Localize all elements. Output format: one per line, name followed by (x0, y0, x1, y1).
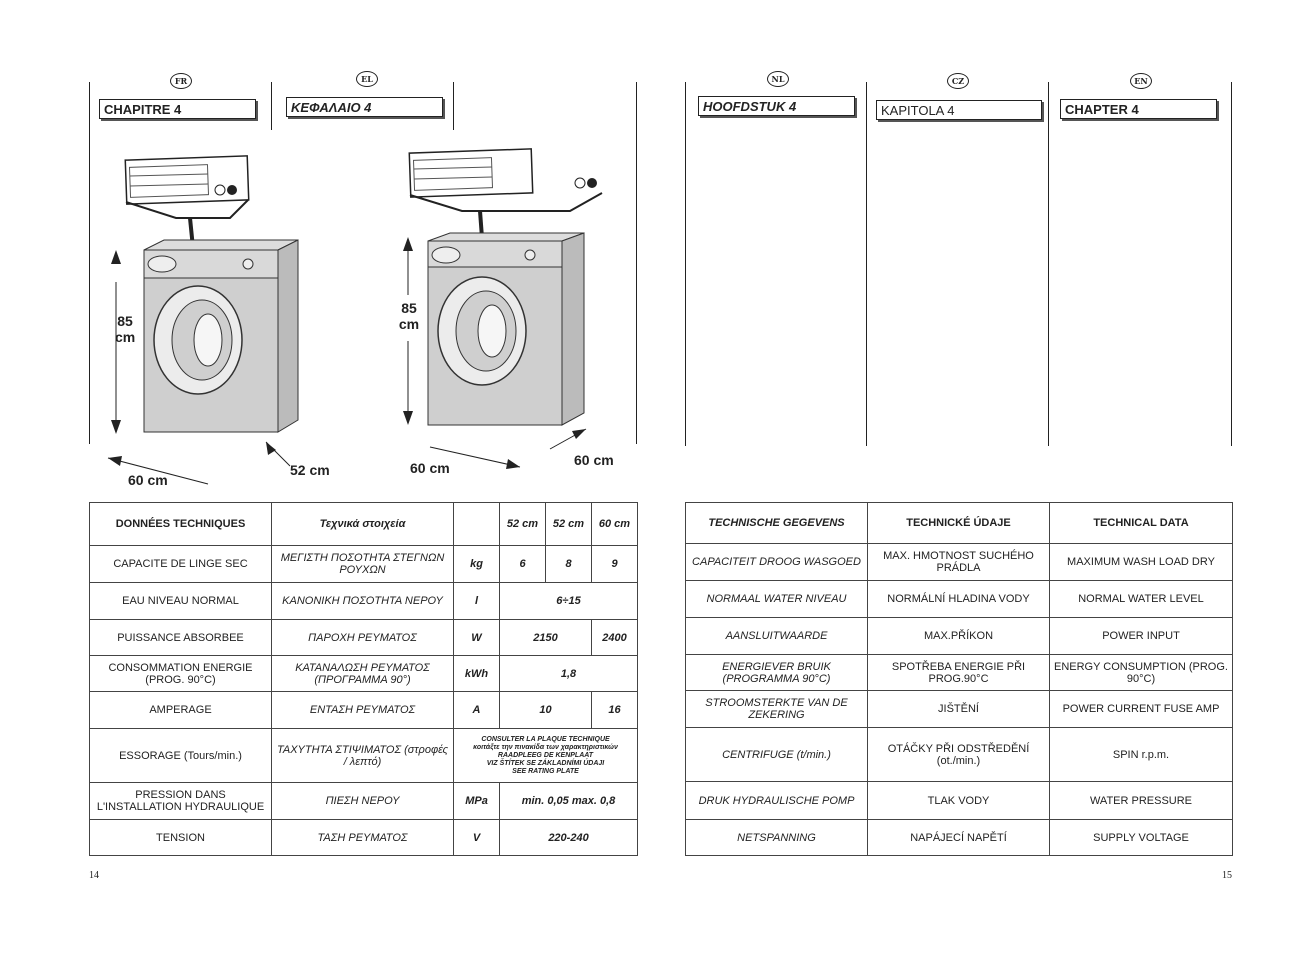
cell-el: ΚΑΤΑΝΑΛΩΣΗ ΡΕΥΜΑΤΟΣ (ΠΡΟΓΡΑΜΜΑ 90°) (272, 656, 454, 692)
column-rule (453, 82, 454, 130)
cell-unit: A (454, 692, 500, 729)
height-value: 85 (401, 300, 417, 316)
cell-nl: CAPACITEIT DROOG WASGOED (686, 544, 868, 581)
cell-nl: ENERGIEVER BRUIK (PROGRAMMA 90°C) (686, 655, 868, 691)
column-rule (1048, 82, 1049, 446)
height-unit: cm (115, 329, 136, 345)
header-52cm: 52 cm (500, 503, 546, 546)
page-number-left: 14 (89, 870, 99, 881)
cell-el: ΕΝΤΑΣΗ ΡΕΥΜΑΤΟΣ (272, 692, 454, 729)
cell-fr: EAU NIVEAU NORMAL (90, 583, 272, 620)
cell-value: 1,8 (500, 656, 638, 692)
cell-fr: CAPACITE DE LINGE SEC (90, 546, 272, 583)
chapter-title-nl: HOOFDSTUK 4 (698, 96, 855, 116)
cell-fr: TENSION (90, 820, 272, 856)
cell-nl: AANSLUITWAARDE (686, 618, 868, 655)
height-label-2 (397, 300, 421, 332)
cell-nl: DRUK HYDRAULISCHE POMP (686, 782, 868, 820)
cell-value: 16 (592, 692, 638, 729)
cell-cz: TLAK VODY (868, 782, 1050, 820)
column-rule (636, 82, 637, 444)
cell-unit: kWh (454, 656, 500, 692)
cell-unit: MPa (454, 783, 500, 820)
cell-en: NORMAL WATER LEVEL (1050, 581, 1233, 618)
cell-el: ΤΑΧΥΤΗΤΑ ΣΤΙΨΙΜΑΤΟΣ (στροφές / λεπτό) (272, 729, 454, 783)
cell-cz: NORMÁLNÍ HLADINA VODY (868, 581, 1050, 618)
cell-value: min. 0,05 max. 0,8 (500, 783, 638, 820)
cell-el: ΜΕΓΙΣΤΗ ΠΟΣΟΤΗΤΑ ΣΤΕΓΝΩΝ ΡΟΥΧΩΝ (272, 546, 454, 583)
cell-fr: ESSORAGE (Tours/min.) (90, 729, 272, 783)
height-label-1 (115, 313, 135, 345)
width-label-1: 60 cm (128, 472, 168, 488)
cell-en: POWER INPUT (1050, 618, 1233, 655)
page-number-right: 15 (1222, 870, 1232, 881)
cell-value: 220-240 (500, 820, 638, 856)
cell-unit: kg (454, 546, 500, 583)
note-line: VIZ ŠTÍTEK SE ZÁKLADNÍMI ÚDAJI (486, 759, 605, 767)
cell-value: 2400 (592, 620, 638, 656)
language-badge-fr: FR (170, 73, 192, 89)
column-rule (271, 82, 272, 130)
chapter-title-el: ΚΕΦΑΛΑΙΟ 4 (286, 97, 443, 117)
header-60cm: 60 cm (592, 503, 638, 546)
chapter-title-en: CHAPTER 4 (1060, 99, 1217, 119)
cell-el: ΚΑΝΟΝΙΚΗ ΠΟΣΟΤΗΤΑ ΝΕΡΟΥ (272, 583, 454, 620)
cell-cz: JIŠTĚNÍ (868, 691, 1050, 728)
technical-data-table-right (685, 502, 1233, 856)
language-badge-el: EL (356, 71, 378, 87)
cell-nl: NETSPANNING (686, 820, 868, 856)
header-unit (454, 503, 500, 546)
note-line: RAADPLEEG DE KENPLAAT (497, 751, 594, 759)
header-nl: TECHNISCHE GEGEVENS (686, 503, 868, 544)
rating-plate-note (454, 729, 638, 783)
cell-el: ΠΙΕΣΗ ΝΕΡΟΥ (272, 783, 454, 820)
chapter-title-cz: KAPITOLA 4 (876, 100, 1042, 120)
height-value: 85 (117, 313, 133, 329)
note-line: κοιτάξτε την πινακίδα των χαρακτηριστικών (473, 743, 618, 751)
cell-unit: l (454, 583, 500, 620)
cell-fr: PUISSANCE ABSORBEE (90, 620, 272, 656)
cell-nl: NORMAAL WATER NIVEAU (686, 581, 868, 618)
note-line: CONSULTER LA PLAQUE TECHNIQUE (481, 735, 610, 743)
column-rule (685, 82, 686, 446)
cell-cz: SPOTŘEBA ENERGIE PŘI PROG.90°C (868, 655, 1050, 691)
cell-nl: CENTRIFUGE (t/min.) (686, 728, 868, 782)
header-cz: TECHNICKÉ ÚDAJE (868, 503, 1050, 544)
cell-unit: W (454, 620, 500, 656)
cell-cz: OTÁČKY PŘI ODSTŘEDĚNÍ (ot./min.) (868, 728, 1050, 782)
cell-cz: NAPÁJECÍ NAPĚTÍ (868, 820, 1050, 856)
cell-el: ΤΑΣΗ ΡΕΥΜΑΤΟΣ (272, 820, 454, 856)
cell-en: SPIN r.p.m. (1050, 728, 1233, 782)
cell-value: 6÷15 (500, 583, 638, 620)
header-fr: DONNÉES TECHNIQUES (90, 503, 272, 546)
cell-en: MAXIMUM WASH LOAD DRY (1050, 544, 1233, 581)
cell-en: ENERGY CONSUMPTION (PROG. 90°C) (1050, 655, 1233, 691)
cell-el: ΠΑΡΟΧΗ ΡΕΥΜΑΤΟΣ (272, 620, 454, 656)
cell-en: WATER PRESSURE (1050, 782, 1233, 820)
chapter-title-fr: CHAPITRE 4 (99, 99, 256, 119)
height-unit: cm (398, 316, 420, 332)
technical-data-table-left (89, 502, 638, 856)
cell-en: SUPPLY VOLTAGE (1050, 820, 1233, 856)
depth-label-2: 60 cm (574, 452, 614, 468)
width-label-2: 60 cm (410, 460, 450, 476)
cell-value: 9 (592, 546, 638, 583)
cell-fr: CONSOMMATION ENERGIE (PROG. 90°C) (90, 656, 272, 692)
cell-fr: AMPERAGE (90, 692, 272, 729)
cell-unit: V (454, 820, 500, 856)
note-line: SEE RATING PLATE (512, 767, 579, 775)
cell-en: POWER CURRENT FUSE AMP (1050, 691, 1233, 728)
depth-label-1: 52 cm (290, 462, 330, 478)
header-en: TECHNICAL DATA (1050, 503, 1233, 544)
header-el: Τεχνικά στοιχεία (272, 503, 454, 546)
cell-value: 10 (500, 692, 592, 729)
cell-fr: PRESSION DANS L'INSTALLATION HYDRAULIQUE (90, 783, 272, 820)
header-52cm: 52 cm (546, 503, 592, 546)
cell-nl: STROOMSTERKTE VAN DE ZEKERING (686, 691, 868, 728)
cell-cz: MAX.PŘÍKON (868, 618, 1050, 655)
column-rule (866, 82, 867, 446)
cell-value: 6 (500, 546, 546, 583)
language-badge-nl: NL (767, 71, 789, 87)
column-rule (1231, 82, 1232, 446)
cell-value: 8 (546, 546, 592, 583)
cell-cz: MAX. HMOTNOST SUCHÉHO PRÁDLA (868, 544, 1050, 581)
language-badge-en: EN (1130, 73, 1152, 89)
language-badge-cz: CZ (947, 73, 969, 89)
cell-value: 2150 (500, 620, 592, 656)
